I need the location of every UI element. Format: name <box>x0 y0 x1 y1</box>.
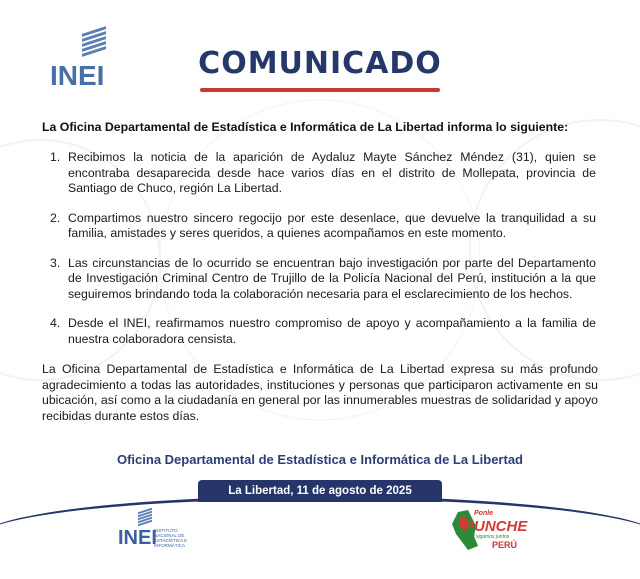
list-item <box>50 316 596 347</box>
list-item <box>50 256 596 303</box>
brand-line-4: PERÚ <box>492 540 518 550</box>
inei-footer-logo <box>118 510 208 550</box>
intro-text: La Oficina Departamental de Estadística e Informática de La Libertad informa lo siguiente: <box>42 120 569 134</box>
brand-line-3: y sigamos juntos <box>472 534 510 540</box>
list-item <box>50 150 596 197</box>
list-item-number: 1. <box>50 150 61 164</box>
footer-arc <box>0 496 640 579</box>
list-item-text: Las circunstancias de lo ocurrido se encuentran bajo investigación por parte del Departamento de Investigación Criminal Centro de Trujillo de la Policía Nacional del Perú, institución a la que seguiremos brindando toda la colaboración necesaria para el esclarecimiento de los hechos. <box>68 255 596 301</box>
title-underline <box>200 88 440 92</box>
signature: Oficina Departamental de Estadística e Informática de La Libertad <box>116 452 523 467</box>
inei-logo-text: INEI <box>50 60 105 91</box>
list-item <box>50 211 596 242</box>
list-item-number: 2. <box>50 210 61 225</box>
ponle-punche-peru-logo <box>450 508 530 556</box>
list-item-text: Desde el INEI, reafirmamos nuestro compromiso de apoyo y acompañamiento a la familia de nuestra colaboradora censista. <box>68 316 596 346</box>
numbered-list <box>50 150 596 361</box>
date-bar: La Libertad, 11 de agosto de 2025 <box>198 480 442 502</box>
list-item-text: Recibimos la noticia de la aparición de Aydaluz Mayte Sánchez Méndez (31), quien se encontraba desaparecida desde hace varios días en el distrito de Mollepata, provincia de Santiago de Chuco, región La Libertad. <box>68 150 596 195</box>
list-item-number: 3. <box>50 255 61 270</box>
page-title: COMUNICADO <box>198 46 442 81</box>
inei-footer-mark-icon <box>138 510 152 528</box>
brand-line-2: PUNCHE <box>464 518 528 535</box>
inei-footer-logo-text: INEI <box>118 527 157 549</box>
list-item-text: Compartimos nuestro sincero regocijo por este desenlace, que devuelve la tranquilidad a su familia, amistades y seres queridos, a quienes acompañamos en este momento. <box>68 210 596 240</box>
list-item-number: 4. <box>50 316 61 330</box>
closing-paragraph: La Oficina Departamental de Estadística e Informática de La Libertad expresa su más profundo agradecimiento a todas las autoridades, instituciones y personas que participaron activamente en su ubicación, así como a la ciudadanía en general por las innumerables muestras de solidaridad y apoyo recibidas durante estos días. <box>42 362 598 423</box>
inei-footer-logo-subtitle: INSTITUTO NACIONAL DE ESTADÍSTICA E INFORMÁTICA <box>154 528 188 548</box>
brand-line-1: Ponle <box>474 510 494 517</box>
